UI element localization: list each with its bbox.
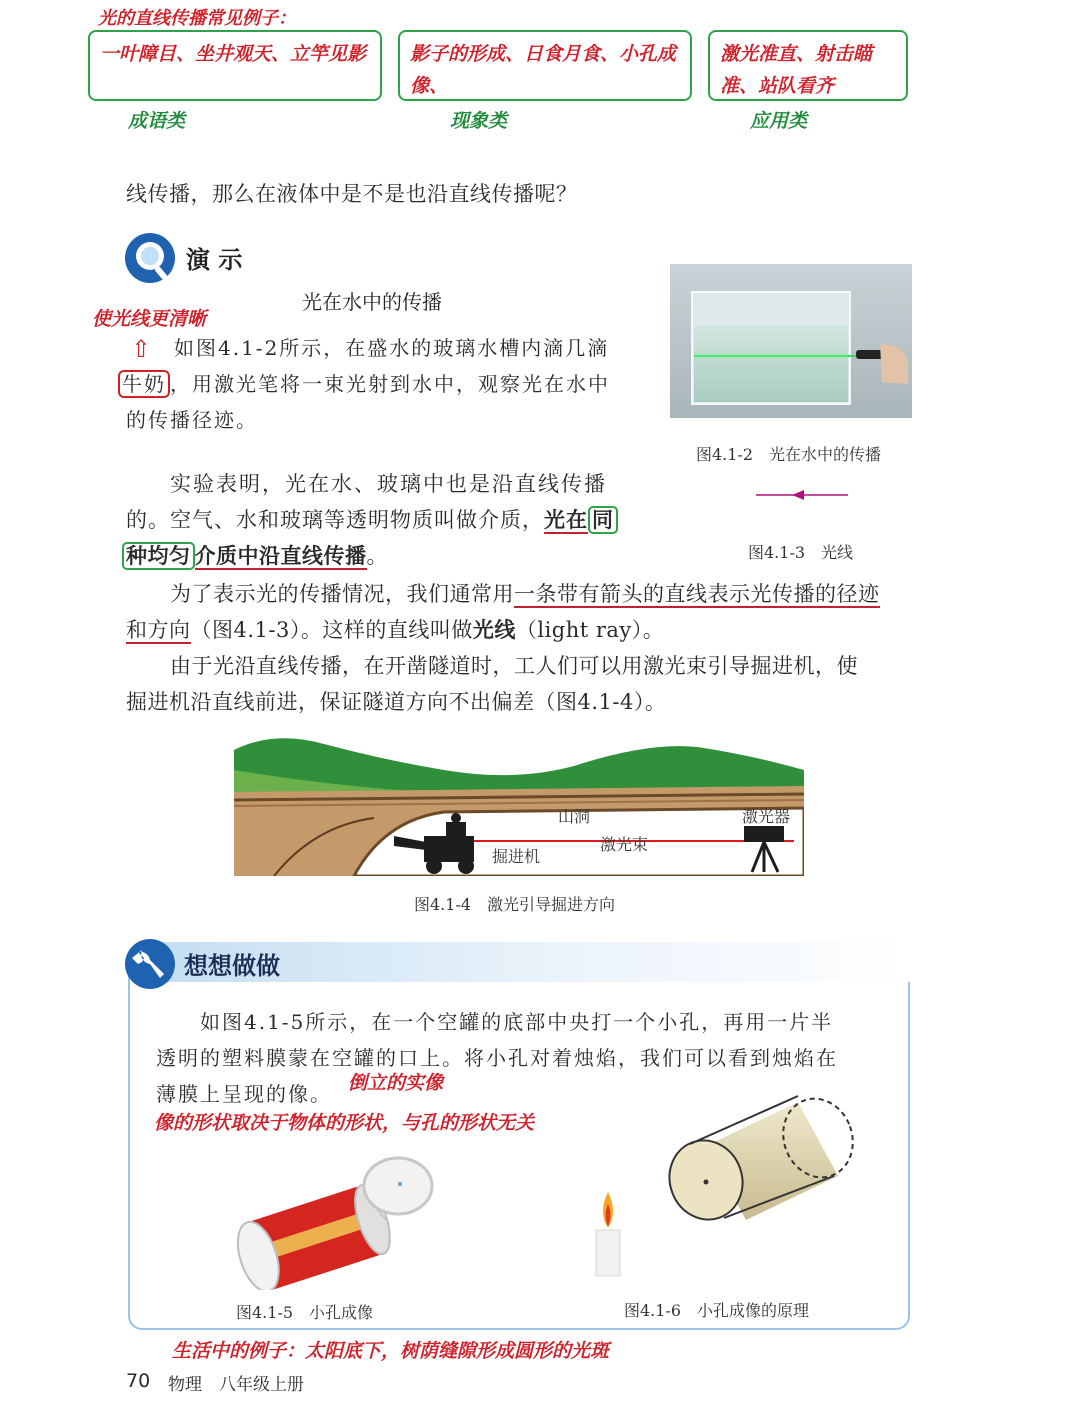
light-ray-figure (754, 486, 850, 504)
para1-line3 (122, 538, 388, 574)
para2-line1-text: 为了表示光的传播情况，我们通常用 (170, 582, 514, 606)
para2-line2-text: （图4.1-3）。这样的直线叫做 (190, 618, 473, 642)
wrench-icon (124, 938, 176, 990)
think-text-line1: 如图4.1-5所示，在一个空罐的底部中央打一个小孔，再用一片半 (200, 1010, 834, 1034)
fig6-caption: 图4.1-6 小孔成像的原理 (624, 1301, 810, 1320)
para1-line2-text: 的。空气、水和玻璃等透明物质叫做介质， (126, 508, 544, 532)
para1-end: 。 (366, 544, 388, 568)
application-label: 应用类 (750, 110, 808, 132)
key-phrase-medium: 介质中沿直线传播 (194, 544, 367, 568)
demo-title: 光在水中的传播 (302, 290, 442, 314)
ray-direction-phrase: 和方向 (126, 618, 191, 642)
fig5-caption: 图4.1-5 小孔成像 (236, 1303, 374, 1322)
life-example-note: 生活中的例子：太阳底下，树荫缝隙形成圆形的光斑 (172, 1340, 610, 1362)
demo-section-label: 演 示 (186, 246, 243, 274)
pinhole-principle-figure (586, 1080, 856, 1280)
note-inverted-real-image: 倒立的实像 (348, 1072, 444, 1094)
idiom-examples: 一叶障目、坐井观天、立竿见影 (100, 43, 367, 65)
water-tank-figure (670, 264, 912, 418)
note-image-shape: 像的形状取决于物体的形状，与孔的形状无关 (154, 1112, 535, 1134)
fig3-caption: 图4.1-3 光线 (748, 543, 854, 562)
demo-text-b: ，用激光笔将一束光射到水中，观察光在水中 (170, 372, 610, 396)
tunnel-laser-figure (234, 730, 804, 876)
think-text-line3: 薄膜上呈现的像。 (156, 1082, 332, 1106)
uniform-word-box: 种均匀 (122, 542, 195, 570)
cave-label: 山洞 (558, 807, 591, 826)
key-phrase-start: 光在 (544, 508, 588, 532)
para1-line2 (126, 502, 618, 538)
magnifier-icon (124, 232, 176, 284)
think-text-line2: 透明的塑料膜蒙在空罐的口上。将小孔对着烛焰，我们可以看到烛焰在 (156, 1046, 838, 1070)
up-arrow-icon: ⇧ (131, 334, 152, 363)
para3-line2: 掘进机沿直线前进，保证隧道方向不出偏差（图4.1-4）。 (126, 690, 667, 714)
pinhole-can-figure (216, 1150, 446, 1290)
idiom-label: 成语类 (128, 110, 186, 132)
light-ray-term: 光线 (472, 618, 516, 642)
para2-line2 (126, 612, 664, 648)
phenomenon-label: 现象类 (450, 110, 508, 132)
fig2-caption: 图4.1-2 光在水中的传播 (696, 445, 882, 464)
think-title: 想想做做 (184, 952, 280, 980)
phenomenon-examples-box (398, 30, 692, 101)
light-ray-english: （light ray）。 (515, 618, 665, 642)
para1-line1: 实验表明，光在水、玻璃中也是沿直线传播 (170, 472, 607, 496)
fig4-caption: 图4.1-4 激光引导掘进方向 (414, 895, 616, 914)
phenomenon-examples: 影子的形成、日食月食、小孔成像、 (410, 43, 677, 97)
demo-text-line1 (174, 330, 609, 366)
page-number: 70 (126, 1370, 151, 1392)
examples-heading: 光的直线传播常见例子： (98, 8, 296, 29)
demo-text-line2 (118, 366, 610, 402)
intro-line: 线传播，那么在液体中是不是也沿直线传播呢？ (126, 182, 578, 206)
para3-line1: 由于光沿直线传播，在开凿隧道时，工人们可以用激光束引导掘进机，使 (170, 654, 858, 678)
book-title: 物理 八年级上册 (168, 1375, 304, 1395)
laser-beam-label: 激光束 (600, 835, 649, 854)
note-clearer-light: 使光线更清晰 (92, 308, 207, 330)
application-examples: 激光准直、射击瞄准、站队看齐 (720, 43, 873, 97)
laser-device-label: 激光器 (742, 807, 791, 826)
demo-text-a: 如图4.1-2所示，在盛水的玻璃水槽内滴几滴 (174, 336, 610, 360)
milk-word: 牛奶 (118, 370, 170, 398)
para2-line1 (170, 576, 880, 612)
boring-machine-label: 掘进机 (492, 847, 541, 866)
ray-definition-phrase: 一条带有箭头的直线表示光传播的径迹 (514, 582, 880, 606)
application-examples-box (708, 30, 908, 101)
demo-text-line3: 的传播径迹。 (126, 408, 258, 432)
same-word-box: 同 (588, 506, 618, 534)
idiom-examples-box (88, 30, 382, 101)
